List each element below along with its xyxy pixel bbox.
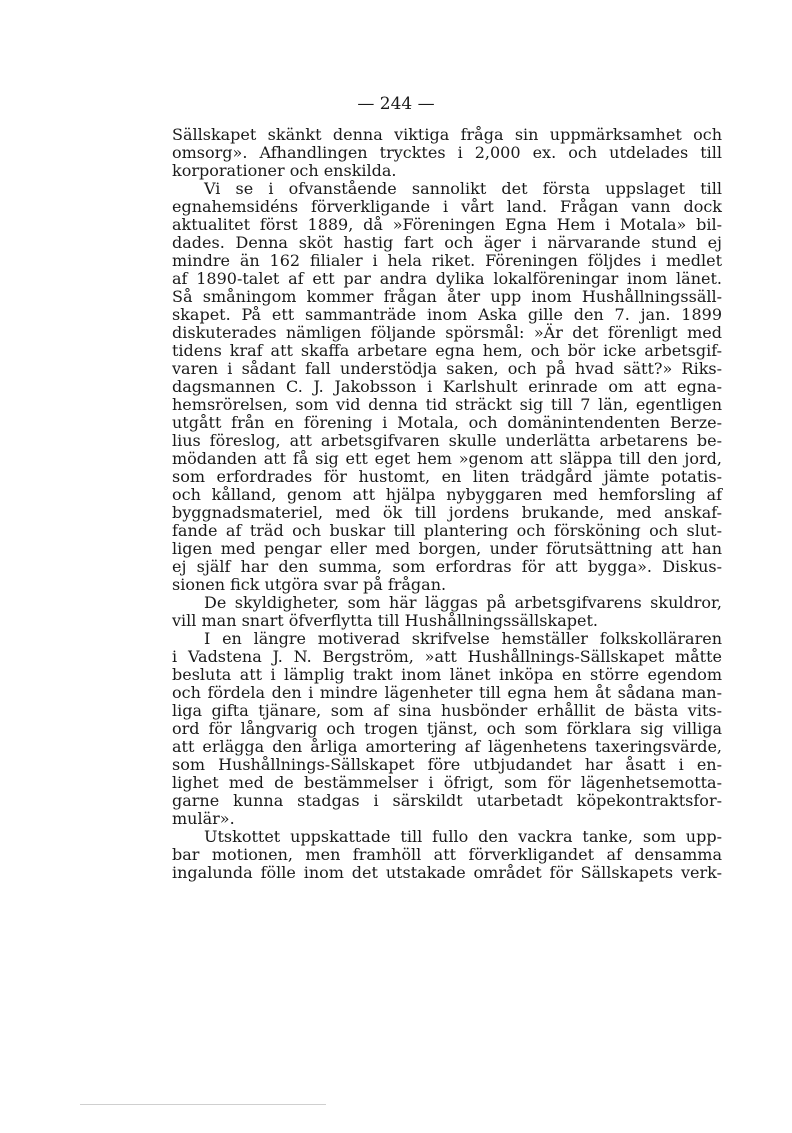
text-line: mulär». <box>172 809 235 828</box>
text-line: omsorg». Afhandlingen trycktes i 2,000 ex. och utdelades till <box>172 143 722 162</box>
footer-rule <box>80 1104 326 1105</box>
text-line: Utskottet uppskattade till fullo den vackra tanke, som upp- <box>204 827 722 846</box>
text-line: I en längre motiverad skrifvelse hemställer folkskolläraren <box>204 629 722 648</box>
text-line: liga gifta tjänare, som af sina husbönder erhållit de bästa vits- <box>172 701 722 720</box>
text-line: tidens kraf att skaffa arbetare egna hem, och bör icke arbetsgif- <box>172 341 722 360</box>
text-line: vill man snart öfverflytta till Hushållningssällskapet. <box>172 611 598 630</box>
text-line: De skyldigheter, som här läggas på arbetsgifvarens skuldror, <box>204 593 722 612</box>
text-line: mödanden att få sig ett eget hem »genom att släppa till den jord, <box>172 449 722 468</box>
text-line: Så småningom kommer frågan åter upp inom Hushållningssäll- <box>172 287 722 306</box>
text-line: byggnadsmateriel, med ök till jordens brukande, med anskaf- <box>172 503 722 522</box>
text-line: ingalunda fölle inom det utstakade området för Sällskapets verk- <box>172 863 722 882</box>
body-text <box>172 126 722 882</box>
text-line: garne kunna stadgas i särskildt utarbetadt köpekontraktsfor- <box>172 791 722 810</box>
text-line: utgått från en förening i Motala, och domänintendenten Berze- <box>172 413 722 432</box>
text-line: aktualitet först 1889, då »Föreningen Egna Hem i Motala» bil- <box>172 215 722 234</box>
text-line: mindre än 162 filialer i hela riket. Föreningen följdes i medlet <box>172 251 722 270</box>
text-line: af 1890-talet af ett par andra dylika lokalföreningar inom länet. <box>172 269 722 288</box>
text-line: bar motionen, men framhöll att förverkligandet af densamma <box>172 845 722 864</box>
text-line: egnahemsidéns förverkligande i vårt land. Frågan vann dock <box>172 197 722 216</box>
text-line: skapet. På ett sammanträde inom Aska gille den 7. jan. 1899 <box>172 305 722 324</box>
text-line: dagsmannen C. J. Jakobsson i Karlshult erinrade om att egna- <box>172 377 722 396</box>
text-line: ligen med pengar eller med borgen, under förutsättning att han <box>172 539 722 558</box>
text-line: diskuterades nämligen följande spörsmål: »Är det förenligt med <box>172 323 722 342</box>
text-line: hemsrörelsen, som vid denna tid sträckt sig till 7 län, egentligen <box>172 395 722 414</box>
text-line: besluta att i lämplig trakt inom länet inköpa en större egendom <box>172 665 722 684</box>
text-line: lius föreslog, att arbetsgifvaren skulle underlätta arbetarens be- <box>172 431 722 450</box>
text-line: Sällskapet skänkt denna viktiga fråga sin uppmärksamhet och <box>172 125 722 144</box>
text-line: och fördela den i mindre lägenheter till egna hem åt sådana man- <box>172 683 722 702</box>
text-line: varen i sådant fall understödja saken, och på hvad sätt?» Riks- <box>172 359 722 378</box>
text-line: att erlägga den årliga amortering af lägenhetens taxeringsvärde, <box>172 737 722 756</box>
text-line: som erfordrades för hustomt, en liten trädgård jämte potatis- <box>172 467 722 486</box>
text-line: som Hushållnings-Sällskapet före utbjudandet har åsatt i en- <box>172 755 722 774</box>
text-line: och kålland, genom att hjälpa nybyggaren med hemforsling af <box>172 485 722 504</box>
text-line: korporationer och enskilda. <box>172 161 397 180</box>
text-line: ej själf har den summa, som erfordras för att bygga». Diskus- <box>172 557 722 576</box>
text-line: sionen fick utgöra svar på frågan. <box>172 575 447 594</box>
text-line: lighet med de bestämmelser i öfrigt, som för lägenhetsemotta- <box>172 773 722 792</box>
text-line: Vi se i ofvanstående sannolikt det första uppslaget till <box>204 179 722 198</box>
text-line: i Vadstena J. N. Bergström, »att Hushållnings-Sällskapet måtte <box>172 647 722 666</box>
page-number: — 244 — <box>357 94 435 114</box>
text-line: fande af träd och buskar till plantering och försköning och slut- <box>172 521 722 540</box>
text-line: dades. Denna sköt hastig fart och äger i närvarande stund ej <box>172 233 722 252</box>
text-line: ord för långvarig och trogen tjänst, och som förklara sig villiga <box>172 719 722 738</box>
